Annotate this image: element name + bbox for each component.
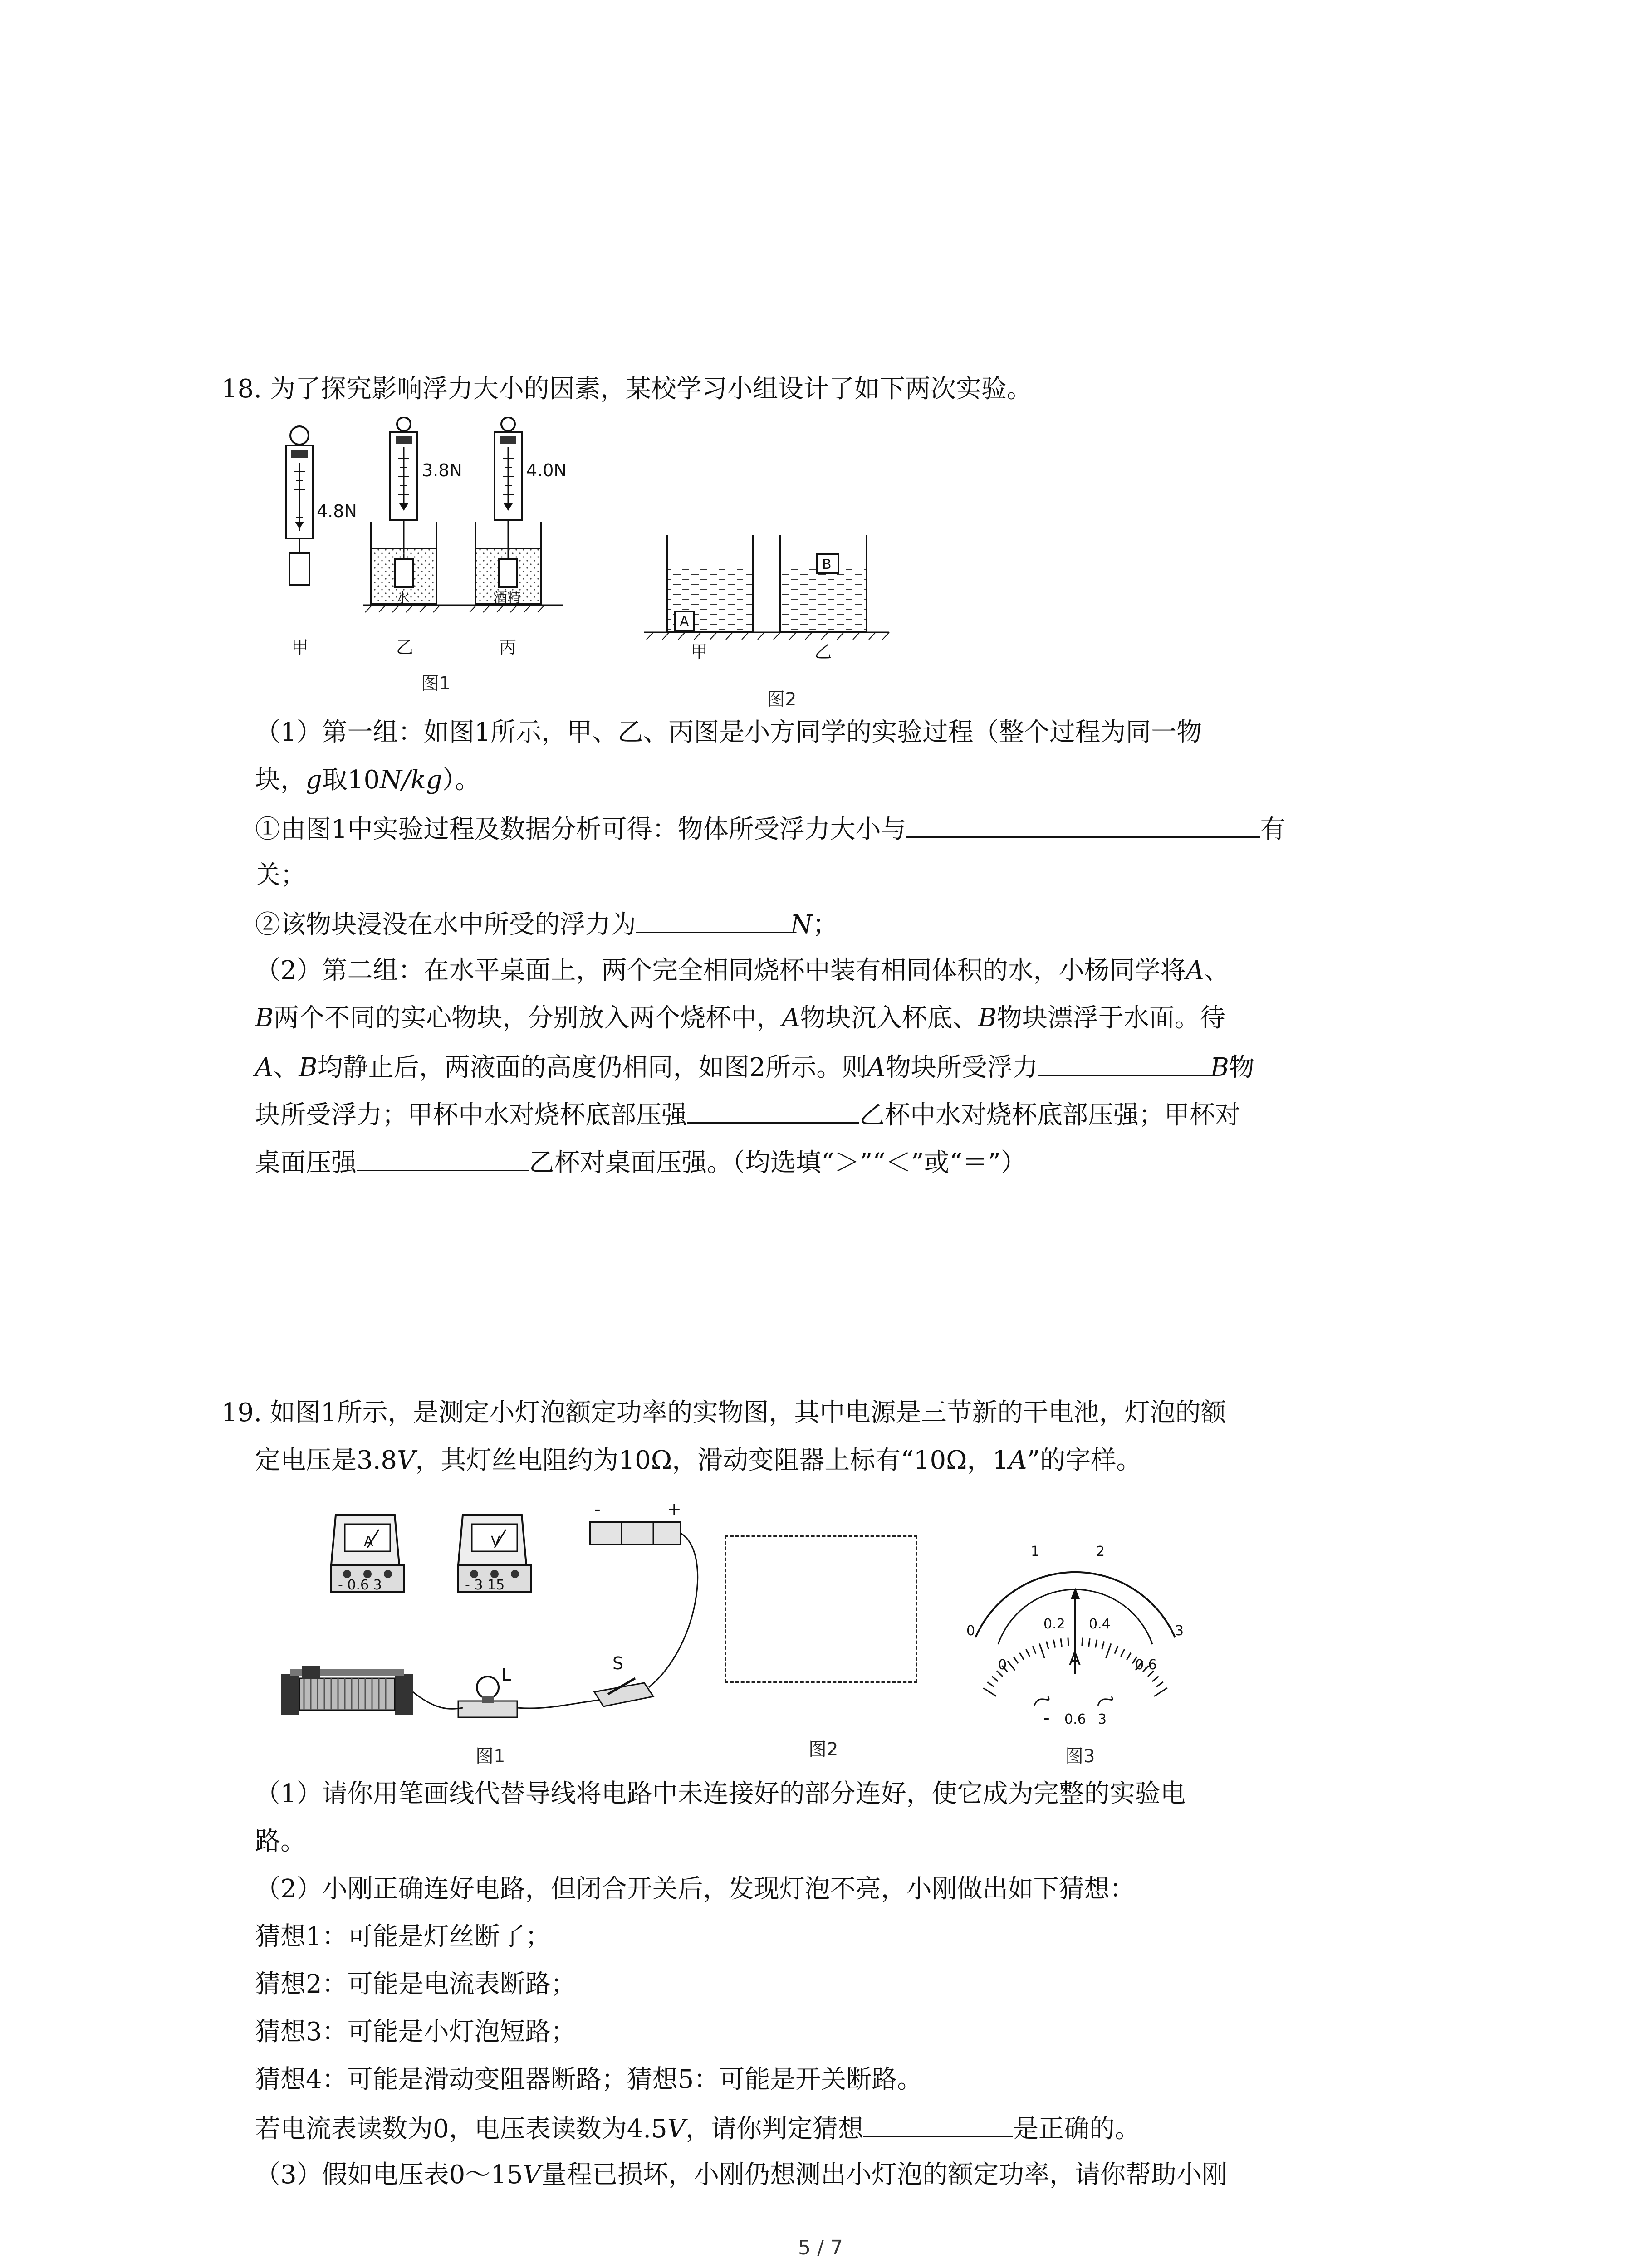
battery-pack xyxy=(590,1499,681,1545)
q19-line1: 19. 如图1所示，是测定小灯泡额定功率的实物图，其中电源是三节新的干电池，灯泡的额 xyxy=(221,1398,1226,1427)
q19-guess-3: 猜想3：可能是小灯泡短路； xyxy=(255,2017,576,2047)
answer-blank-2[interactable] xyxy=(636,907,790,933)
svg-text:- 0.6 3: - 0.6 3 xyxy=(338,1577,382,1593)
svg-text:A: A xyxy=(364,1534,373,1549)
svg-text:3: 3 xyxy=(1098,1711,1107,1727)
q19-figure-1-caption: 图1 xyxy=(475,1746,505,1767)
q18-figure-2-caption: 图2 xyxy=(767,689,797,710)
answer-blank-6[interactable] xyxy=(863,2112,1013,2137)
svg-text:0.6: 0.6 xyxy=(1064,1711,1086,1727)
beaker-jia xyxy=(667,535,753,662)
q18-part1-q1: ①由图1中实验过程及数据分析可得：物体所受浮力大小与 有 xyxy=(255,812,1286,846)
svg-text:2: 2 xyxy=(1096,1544,1105,1559)
q19-part1-line2: 路。 xyxy=(255,1827,306,1856)
svg-text:L: L xyxy=(501,1665,511,1685)
svg-text:A: A xyxy=(680,614,689,630)
answer-blank-5[interactable] xyxy=(357,1145,529,1171)
q18-part1-line1: （1）第一组：如图1所示，甲、乙、丙图是小方同学的实验过程（整个过程为同一物 xyxy=(255,718,1202,747)
q18-part1-line2: 块，g取10N/kg）。 xyxy=(255,765,480,795)
answer-blank-1[interactable] xyxy=(906,812,1260,838)
q18-part2-line1: （2）第二组：在水平桌面上，两个完全相同烧杯中装有相同体积的水，小杨同学将A、 xyxy=(255,956,1230,985)
dial-tick xyxy=(1019,1653,1024,1660)
q19-figure-3-caption: 图3 xyxy=(1065,1746,1095,1767)
q19-part3-line1: （3）假如电压表0～15V量程已损坏，小刚仍想测出小灯泡的额定功率，请你帮助小刚 xyxy=(255,2160,1227,2190)
page-number: 5 / 7 xyxy=(798,2236,843,2259)
svg-text:0: 0 xyxy=(998,1657,1007,1673)
svg-text:V: V xyxy=(491,1534,500,1549)
spring-scale-yi xyxy=(371,417,462,657)
svg-text:3: 3 xyxy=(1175,1623,1184,1639)
dial-tick xyxy=(1014,1657,1018,1663)
dial-tick xyxy=(1121,1649,1124,1657)
q19-guess-4-5: 猜想4：可能是滑动变阻器断路；猜想5：可能是开关断路。 xyxy=(255,2065,923,2094)
q19-part2-line1: （2）小刚正确连好电路，但闭合开关后，发现灯泡不亮，小刚做出如下猜想： xyxy=(255,1874,1135,1904)
dial-tick xyxy=(1127,1653,1131,1660)
q19-part1-line1: （1）请你用笔画线代替导线将电路中未连接好的部分连好，使它成为完整的实验电 xyxy=(255,1779,1186,1809)
dial-tick xyxy=(1008,1661,1015,1670)
dial-tick xyxy=(1082,1638,1083,1646)
q19-figure-2-box[interactable] xyxy=(725,1535,917,1683)
svg-text:1: 1 xyxy=(1031,1544,1040,1559)
spring-scale-jia xyxy=(286,426,357,657)
dial-tick xyxy=(1061,1638,1062,1647)
q18-intro: 18. 为了探究影响浮力大小的因素，某校学习小组设计了如下两次实验。 xyxy=(221,374,1032,404)
q18-part1-q1-end: 关； xyxy=(255,860,306,890)
q18-part2-line2: B两个不同的实心物块，分别放入两个烧杯中，A物块沉入杯底、B物块漂浮于水面。待 xyxy=(255,1003,1225,1033)
svg-text:-: - xyxy=(594,1499,601,1519)
svg-text:A: A xyxy=(1069,1649,1081,1669)
beaker-yi xyxy=(780,535,867,662)
svg-text:+: + xyxy=(667,1499,681,1519)
q19-guess-1: 猜想1：可能是灯丝断了； xyxy=(255,1922,551,1951)
ammeter xyxy=(331,1515,404,1593)
q19-line2: 定电压是3.8V，其灯丝电阻约为10Ω，滑动变阻器上标有“10Ω，1A”的字样。 xyxy=(255,1446,1142,1475)
answer-blank-4[interactable] xyxy=(687,1098,859,1124)
q19-guess-2: 猜想2：可能是电流表断路； xyxy=(255,1970,576,1999)
dial-tick xyxy=(992,1676,998,1681)
q19-figure-2-caption: 图2 xyxy=(808,1739,838,1760)
svg-text:乙: 乙 xyxy=(814,642,832,662)
dial-tick xyxy=(983,1688,996,1696)
dial-tick xyxy=(1115,1646,1118,1654)
dial-tick xyxy=(1106,1643,1111,1658)
svg-text:3.8N: 3.8N xyxy=(422,460,462,480)
svg-text:0.4: 0.4 xyxy=(1089,1616,1111,1632)
dial-tick xyxy=(1156,1682,1163,1687)
svg-text:S: S xyxy=(612,1653,624,1673)
svg-text:乙: 乙 xyxy=(396,637,414,657)
svg-text:-: - xyxy=(1043,1708,1050,1728)
svg-text:酒精: 酒精 xyxy=(494,590,521,606)
dial-tick xyxy=(1026,1649,1029,1657)
q18-figure-1-caption: 图1 xyxy=(421,673,451,694)
svg-text:0.2: 0.2 xyxy=(1043,1616,1065,1632)
svg-text:丙: 丙 xyxy=(499,637,517,657)
q18-part2-line3: A、B均静止后，两液面的高度仍相同，如图2所示。则A物块所受浮力 B物 xyxy=(255,1050,1254,1084)
svg-text:B: B xyxy=(822,557,832,572)
q19-figure-1 xyxy=(277,1497,735,1733)
dial-tick xyxy=(1039,1643,1044,1658)
dial-tick xyxy=(1053,1640,1055,1648)
svg-text:4.8N: 4.8N xyxy=(317,501,357,521)
dial-tick xyxy=(1046,1642,1048,1649)
svg-text:4.0N: 4.0N xyxy=(526,460,567,480)
switch xyxy=(594,1653,653,1706)
q18-figure-1 xyxy=(268,417,631,680)
answer-blank-3[interactable] xyxy=(1038,1050,1210,1076)
q18-part2-line4: 块所受浮力；甲杯中水对烧杯底部压强 乙杯中水对烧杯底部压强；甲杯对 xyxy=(255,1098,1240,1131)
svg-text:甲: 甲 xyxy=(291,637,309,657)
rheostat xyxy=(281,1666,413,1715)
q19-part2-question: 若电流表读数为0，电压表读数为4.5V，请你判定猜想 是正确的。 xyxy=(255,2112,1140,2145)
dial-tick xyxy=(987,1682,994,1687)
lamp xyxy=(458,1665,517,1717)
spring-scale-bing xyxy=(475,417,567,657)
svg-text:- 3 15: - 3 15 xyxy=(465,1577,505,1593)
q18-part2-line5: 桌面压强 乙杯对桌面压强。（均选填“＞”“＜”或“＝”） xyxy=(255,1145,1026,1179)
svg-text:0.6: 0.6 xyxy=(1135,1657,1157,1673)
dial-tick xyxy=(1095,1640,1097,1648)
voltmeter xyxy=(458,1515,531,1593)
svg-text:水: 水 xyxy=(396,590,410,606)
q18-part1-q2: ②该物块浸没在水中所受的浮力为 N； xyxy=(255,907,838,941)
dial-tick xyxy=(1154,1688,1167,1696)
q19-figure-3 xyxy=(948,1524,1202,1733)
svg-text:甲: 甲 xyxy=(691,642,708,662)
dial-tick xyxy=(1033,1646,1036,1654)
dial-tick xyxy=(1089,1638,1090,1647)
q18-figure-2 xyxy=(635,522,907,680)
dial-tick xyxy=(1152,1676,1159,1681)
svg-text:0: 0 xyxy=(966,1623,975,1639)
dial-tick xyxy=(1102,1642,1104,1649)
